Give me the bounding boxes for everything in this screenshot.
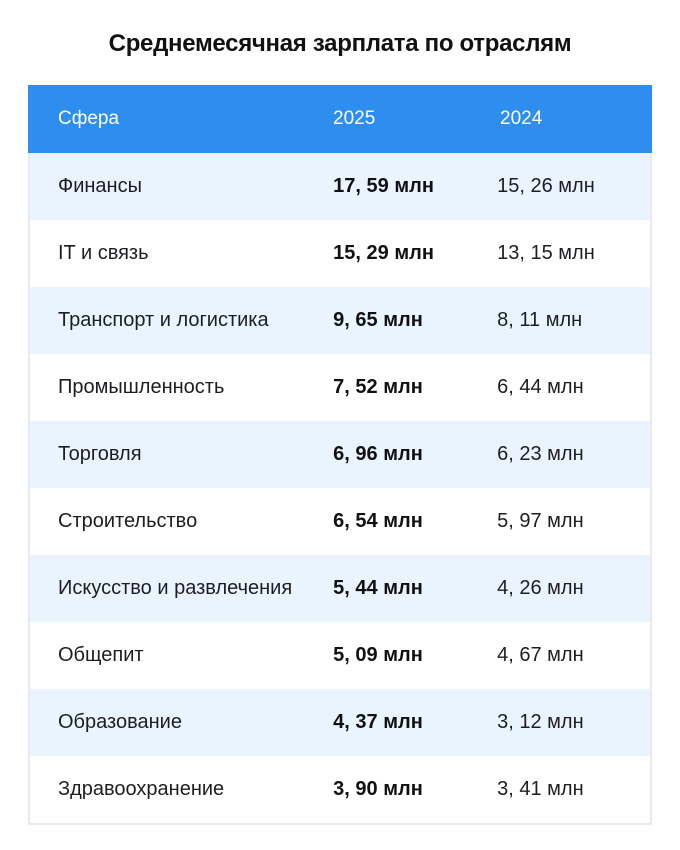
table-row (30, 354, 650, 421)
value-2025-cell: 3, 90 млн (333, 778, 423, 800)
sector-cell: IT и связь (58, 242, 149, 264)
table-row (30, 421, 650, 488)
value-2024-cell: 5, 97 млн (497, 510, 584, 532)
value-2025-cell: 9, 65 млн (333, 309, 423, 331)
sector-cell: Общепит (58, 644, 144, 666)
table-row (30, 555, 650, 622)
value-2025-cell: 5, 09 млн (333, 644, 423, 666)
header-2025: 2025 (333, 108, 376, 129)
header-2024: 2024 (500, 108, 543, 129)
table-row (30, 756, 650, 823)
table-body (30, 153, 650, 823)
value-2024-cell: 3, 12 млн (497, 711, 584, 733)
sector-cell: Искусство и развлечения (58, 577, 293, 599)
value-2024-cell: 4, 67 млн (497, 644, 584, 666)
value-2024-cell: 6, 23 млн (497, 443, 584, 465)
table-row (30, 622, 650, 689)
value-2024-cell: 3, 41 млн (497, 778, 584, 800)
table-header (28, 85, 652, 153)
header-sector: Сфера (58, 108, 120, 129)
value-2025-cell: 4, 37 млн (333, 711, 423, 733)
value-2024-cell: 8, 11 млн (497, 309, 583, 331)
table-row (30, 488, 650, 555)
sector-cell: Строительство (58, 510, 198, 532)
value-2024-cell: 13, 15 млн (497, 242, 595, 264)
sector-cell: Здравоохранение (58, 778, 225, 800)
sector-cell: Транспорт и логистика (58, 309, 269, 331)
sector-cell: Образование (58, 711, 182, 733)
value-2024-cell: 4, 26 млн (497, 577, 584, 599)
table-row (30, 220, 650, 287)
value-2024-cell: 15, 26 млн (497, 175, 595, 197)
value-2025-cell: 5, 44 млн (333, 577, 423, 599)
table-row (30, 689, 650, 756)
sector-cell: Торговля (58, 443, 142, 465)
page-title: Среднемесячная зарплата по отраслям (108, 30, 572, 57)
value-2025-cell: 7, 52 млн (333, 376, 423, 398)
sector-cell: Промышленность (58, 376, 225, 398)
value-2025-cell: 15, 29 млн (333, 242, 434, 264)
salary-table (28, 85, 652, 825)
value-2025-cell: 6, 54 млн (333, 510, 423, 532)
value-2025-cell: 6, 96 млн (333, 443, 423, 465)
value-2024-cell: 6, 44 млн (497, 376, 584, 398)
sector-cell: Финансы (58, 175, 142, 197)
table-row (30, 287, 650, 354)
value-2025-cell: 17, 59 млн (333, 175, 434, 197)
table-row (30, 153, 650, 220)
